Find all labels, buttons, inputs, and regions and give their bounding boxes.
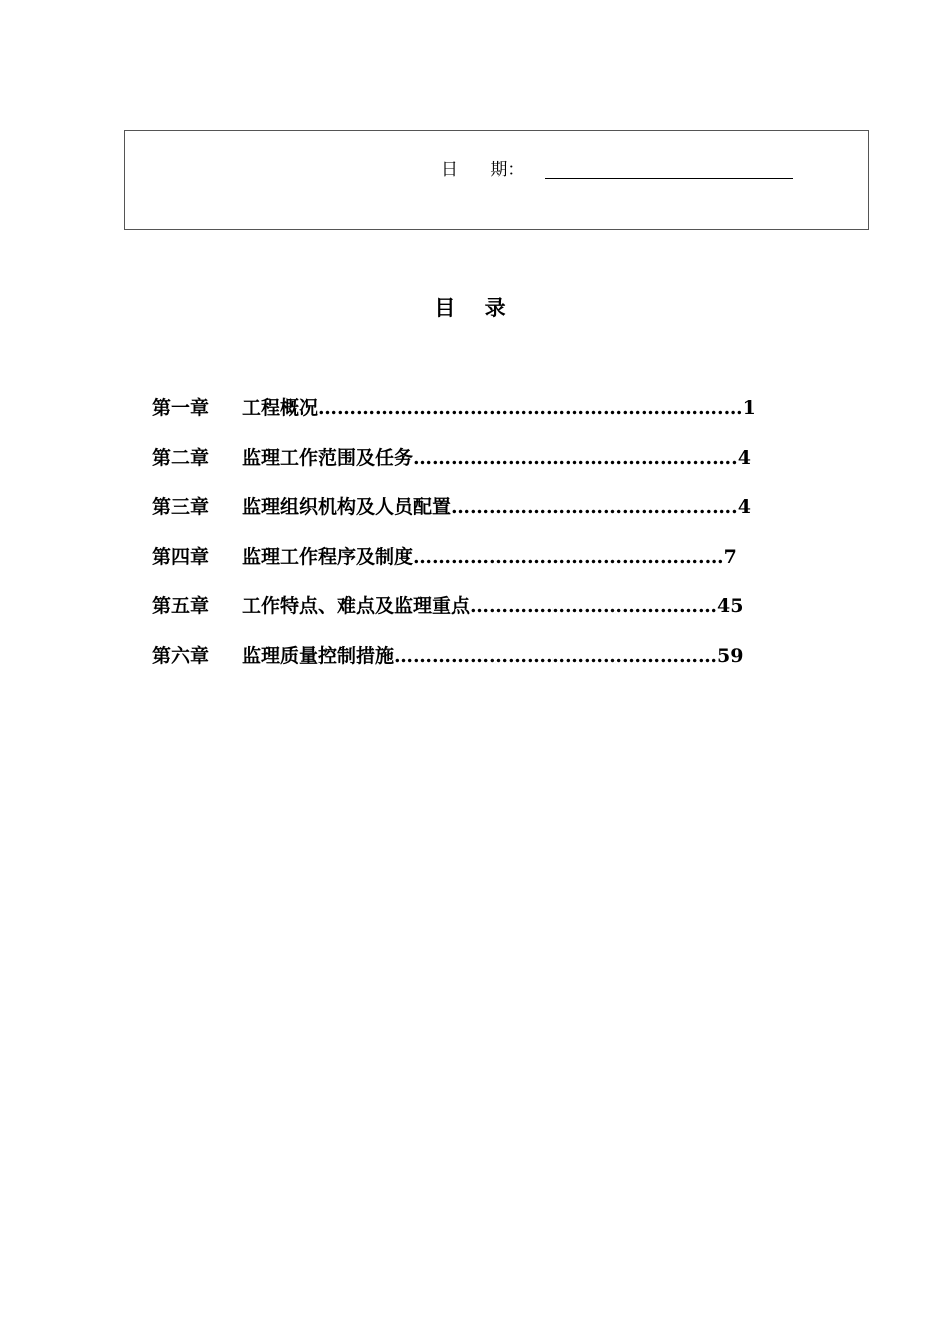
- toc-page-number: 1: [742, 397, 756, 419]
- toc-title: 目 录: [434, 295, 506, 320]
- toc-page-number: 4: [737, 496, 751, 518]
- toc-dot-leader: ……………………………….....….: [451, 496, 738, 518]
- toc-entry-6[interactable]: [152, 642, 743, 670]
- toc-dot-leader: ……………………………………….…: [413, 546, 724, 568]
- toc-entry-title: 工作特点、难点及监理重点: [242, 595, 471, 617]
- toc-chapter: 第一章: [152, 397, 210, 419]
- toc-entry-title: 监理质量控制措施: [242, 645, 395, 667]
- toc-page-number: 45: [717, 595, 744, 617]
- toc-entry-title: 监理工作程序及制度: [242, 546, 414, 568]
- date-box: [124, 130, 869, 230]
- toc-entry-title: 工程概况: [242, 397, 319, 419]
- toc-dot-leader: ……………………………………………………….…: [318, 397, 743, 419]
- toc-dot-leader: …………………………………: [470, 595, 718, 617]
- toc-page-number: 4: [737, 447, 751, 469]
- toc-entry-2[interactable]: [152, 444, 751, 472]
- date-label: 日 期：: [441, 160, 525, 180]
- toc-entry-5[interactable]: [152, 592, 743, 620]
- toc-chapter: 第六章: [152, 645, 210, 667]
- toc-chapter: 第三章: [152, 496, 210, 518]
- toc-entry-1[interactable]: [152, 394, 756, 422]
- toc-page-number: 7: [723, 546, 737, 568]
- toc-chapter: 第五章: [152, 595, 210, 617]
- toc-dot-leader: ……………………………………………: [394, 645, 718, 667]
- toc-chapter: 第四章: [152, 546, 210, 568]
- toc-entry-3[interactable]: [152, 493, 751, 521]
- toc-entry-title: 监理组织机构及人员配置: [242, 496, 452, 518]
- toc-entry-4[interactable]: [152, 543, 737, 571]
- toc-chapter: 第二章: [152, 447, 210, 469]
- toc-dot-leader: …………………………………….....….: [413, 447, 738, 469]
- date-blank-line[interactable]: [545, 178, 793, 179]
- toc-page-number: 59: [717, 645, 744, 667]
- toc-entry-title: 监理工作范围及任务: [242, 447, 414, 469]
